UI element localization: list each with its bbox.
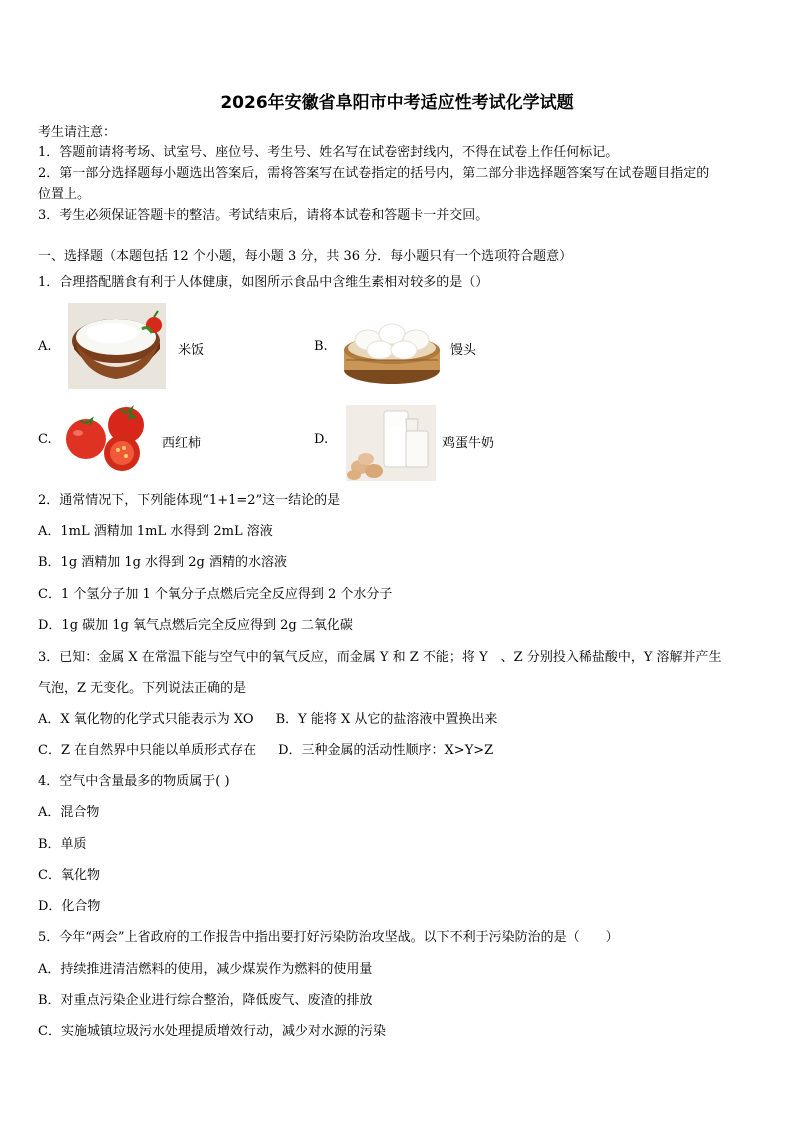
q4-option-b: B．单质 [38, 837, 87, 852]
q1-option-d-text: 鸡蛋牛奶 [442, 436, 495, 451]
question-3-stem-cont: 气泡，Z 无变化。下列说法正确的是 [38, 681, 247, 696]
steamed-buns-image [342, 310, 442, 388]
q5-option-a: A．持续推进清洁燃料的使用，减少煤炭作为燃料的使用量 [38, 962, 373, 977]
q1-option-a-label: A. [38, 339, 52, 354]
question-1-stem: 1．合理搭配膳食有利于人体健康，如图所示食品中含维生素相对较多的是（） [38, 275, 489, 290]
q1-option-b-label: B. [314, 339, 328, 354]
q3-option-d: D．三种金属的活动性顺序：X>Y>Z [278, 743, 494, 758]
q3-options-row-2 [38, 739, 493, 758]
q2-option-a: A．1mL 酒精加 1mL 水得到 2mL 溶液 [38, 524, 273, 539]
q3-options-row-1 [38, 708, 497, 727]
q3-option-c: C．Z 在自然界中只能以单质形式存在 [38, 743, 257, 758]
tomato-image [62, 403, 152, 473]
q1-option-c-text: 西红柿 [162, 436, 202, 451]
q2-option-c: C．1 个氢分子加 1 个氧分子点燃后完全反应得到 2 个水分子 [38, 587, 393, 602]
eggs-milk-image [346, 405, 436, 481]
q4-option-d: D．化合物 [38, 899, 101, 914]
page-title: 2026年安徽省阜阳市中考适应性考试化学试题 [220, 93, 574, 113]
q2-option-d: D．1g 碳加 1g 氧气点燃后完全反应得到 2g 二氧化碳 [38, 618, 353, 633]
q3-option-a: A．X 氧化物的化学式只能表示为 XO [38, 712, 254, 727]
question-4-stem: 4．空气中含量最多的物质属于( ) [38, 774, 230, 789]
note-item: 位置上。 [38, 187, 91, 202]
question-5-stem: 5．今年“两会”上省政府的工作报告中指出要打好污染防治攻坚战。以下不利于污染防治的是（ ） [38, 930, 619, 945]
q4-option-a: A．混合物 [38, 805, 100, 820]
q1-option-d-label: D. [314, 432, 329, 447]
q4-option-c: C．氧化物 [38, 868, 100, 883]
q1-option-a-text: 米饭 [178, 343, 205, 358]
notes-heading: 考生请注意： [38, 125, 117, 140]
note-item: 1．答题前请将考场、试室号、座位号、考生号、姓名写在试卷密封线内，不得在试卷上作任何标记。 [38, 145, 619, 160]
question-3-stem: 3．已知：金属 X 在常温下能与空气中的氧气反应，而金属 Y 和 Z 不能；将 Y 、Z 分别投入稀盐酸中，Y 溶解并产生 [38, 650, 722, 665]
note-item: 2．第一部分选择题每小题选出答案后，需将答案写在试卷指定的括号内，第二部分非选择题答案写在试卷题目指定的 [38, 166, 710, 181]
q5-option-c: C．实施城镇垃圾污水处理提质增效行动，减少对水源的污染 [38, 1024, 386, 1039]
q5-option-b: B．对重点污染企业进行综合整治，降低废气、废渣的排放 [38, 993, 373, 1008]
note-item: 3．考生必须保证答题卡的整洁。考试结束后，请将本试卷和答题卡一并交回。 [38, 208, 489, 223]
section-heading: 一、选择题（本题包括 12 个小题，每小题 3 分，共 36 分．每小题只有一个选项符合题意） [38, 249, 573, 264]
q1-option-b-text: 馒头 [450, 343, 477, 358]
q3-option-b: B．Y 能将 X 从它的盐溶液中置换出来 [275, 712, 498, 727]
q1-option-c-label: C. [38, 432, 52, 447]
question-2-stem: 2．通常情况下，下列能体现“1+1=2”这一结论的是 [38, 493, 341, 508]
q2-option-b: B．1g 酒精加 1g 水得到 2g 酒精的水溶液 [38, 555, 287, 570]
rice-bowl-image [68, 303, 166, 389]
